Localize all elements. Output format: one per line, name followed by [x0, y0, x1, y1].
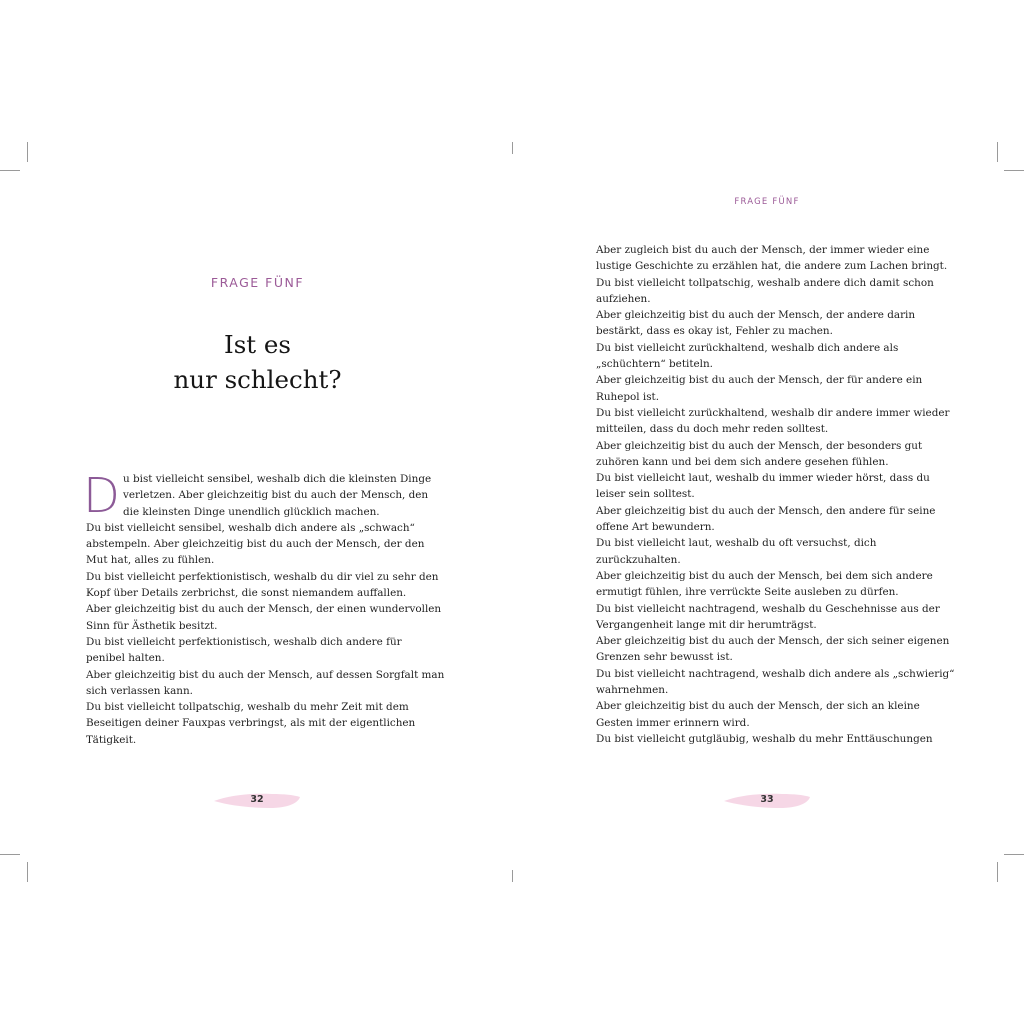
text-line: Tätigkeit. — [86, 733, 137, 746]
text-line: zurückzuhalten. — [596, 553, 681, 566]
text-line: penibel halten. — [86, 652, 165, 665]
text-line: Du bist vielleicht tollpatschig, weshalb andere dich damit schon — [596, 276, 934, 289]
text-line: Gesten immer erinnern wird. — [596, 716, 750, 729]
text-line: offene Art bewundern. — [596, 521, 715, 534]
text-line: lustige Geschichte zu erzählen hat, die andere zum Lachen bringt. — [596, 260, 948, 273]
text-line: Vergangenheit lange mit dir herumträgst. — [596, 618, 817, 631]
text-line: ermutigt fühlen, ihre verrückte Seite ausleben zu dürfen. — [596, 586, 899, 599]
crop-mark — [0, 170, 20, 171]
text-line: sich verlassen kann. — [86, 684, 193, 697]
text-line: Du bist vielleicht sensibel, weshalb dich andere als „schwach“ — [86, 521, 415, 534]
page-number: 33 — [760, 794, 774, 805]
chapter-title-line: Ist es — [224, 330, 291, 359]
crop-mark — [27, 862, 28, 882]
drop-cap: D — [83, 468, 120, 524]
text-line: Aber gleichzeitig bist du auch der Mensch, auf dessen Sorgfalt man — [86, 668, 445, 681]
left-body-text — [86, 471, 446, 748]
text-line: mitteilen, dass du doch mehr reden solltest. — [596, 423, 829, 436]
text-line: Du bist vielleicht laut, weshalb du immer wieder hörst, dass du — [596, 472, 930, 485]
crop-mark — [27, 142, 28, 162]
crop-mark — [997, 862, 998, 882]
text-line: Du bist vielleicht zurückhaltend, weshalb dich andere als — [596, 341, 899, 354]
text-line: Du bist vielleicht perfektionistisch, weshalb du dir viel zu sehr den — [86, 570, 439, 583]
text-line: Aber gleichzeitig bist du auch der Mensch, der einen wundervollen — [86, 603, 442, 616]
text-line: aufziehen. — [596, 292, 651, 305]
text-line: Aber gleichzeitig bist du auch der Mensch, der besonders gut — [596, 439, 923, 452]
text-line: Grenzen sehr bewusst ist. — [596, 651, 733, 664]
crop-mark — [512, 142, 513, 154]
text-line: Du bist vielleicht gutgläubig, weshalb du mehr Enttäuschungen — [596, 732, 933, 745]
text-line: Du bist vielleicht zurückhaltend, weshalb dir andere immer wieder — [596, 406, 950, 419]
text-line: zuhören kann und bei dem sich andere gesehen fühlen. — [596, 455, 889, 468]
text-line: Ruhepol ist. — [596, 390, 660, 403]
text-line: Sinn für Ästhetik besitzt. — [86, 619, 218, 632]
crop-mark — [512, 870, 513, 882]
text-line: Du bist vielleicht perfektionistisch, weshalb dich andere für — [86, 635, 402, 648]
chapter-title — [130, 327, 385, 397]
text-line: Du bist vielleicht laut, weshalb du oft versuchst, dich — [596, 537, 877, 550]
chapter-kicker: FRAGE FÜNF — [210, 275, 305, 290]
crop-mark — [997, 142, 998, 162]
text-line: Mut hat, alles zu fühlen. — [86, 554, 215, 567]
crop-mark — [0, 854, 20, 855]
chapter-title-line: nur schlecht? — [173, 365, 342, 394]
text-line: Aber gleichzeitig bist du auch der Mensch, der sich an kleine — [596, 700, 920, 713]
page-number-left — [212, 789, 302, 811]
text-line: Du bist vielleicht nachtragend, weshalb du Geschehnisse aus der — [596, 602, 940, 615]
crop-mark — [1004, 854, 1024, 855]
text-line: Aber gleichzeitig bist du auch der Mensch, bei dem sich andere — [596, 569, 933, 582]
text-line: „schüchtern“ betiteln. — [596, 358, 713, 371]
text-line: Du bist vielleicht nachtragend, weshalb dich andere als „schwierig“ — [596, 667, 955, 680]
text-line: Aber zugleich bist du auch der Mensch, der immer wieder eine — [596, 244, 930, 256]
page-number: 32 — [250, 794, 264, 805]
text-line: Aber gleichzeitig bist du auch der Mensch, den andere für seine — [596, 504, 936, 517]
text-line: Aber gleichzeitig bist du auch der Mensch, der für andere ein — [596, 374, 923, 387]
text-line: die kleinsten Dinge unendlich glücklich machen. — [123, 505, 380, 518]
crop-mark — [1004, 170, 1024, 171]
text-line: leiser sein solltest. — [596, 488, 695, 501]
text-line: Aber gleichzeitig bist du auch der Mensch, der sich seiner eigenen — [596, 635, 950, 648]
page-number-right — [722, 789, 812, 811]
text-line: bestärkt, dass es okay ist, Fehler zu machen. — [596, 325, 833, 338]
running-header: FRAGE FÜNF — [734, 197, 800, 207]
text-line: Beseitigen deiner Fauxpas verbringst, als mit der eigentlichen — [86, 717, 416, 730]
right-body-text — [596, 242, 956, 747]
text-line: u bist vielleicht sensibel, weshalb dich die kleinsten Dinge — [123, 473, 432, 485]
text-line: wahrnehmen. — [596, 684, 669, 697]
text-line: Du bist vielleicht tollpatschig, weshalb du mehr Zeit mit dem — [86, 701, 409, 714]
text-line: Aber gleichzeitig bist du auch der Mensch, der andere darin — [596, 309, 916, 322]
text-line: verletzen. Aber gleichzeitig bist du auch der Mensch, den — [123, 489, 429, 502]
text-line: Kopf über Details zerbrichst, die sonst niemandem auffallen. — [86, 587, 407, 600]
text-line: abstempeln. Aber gleichzeitig bist du auch der Mensch, der den — [86, 538, 425, 551]
